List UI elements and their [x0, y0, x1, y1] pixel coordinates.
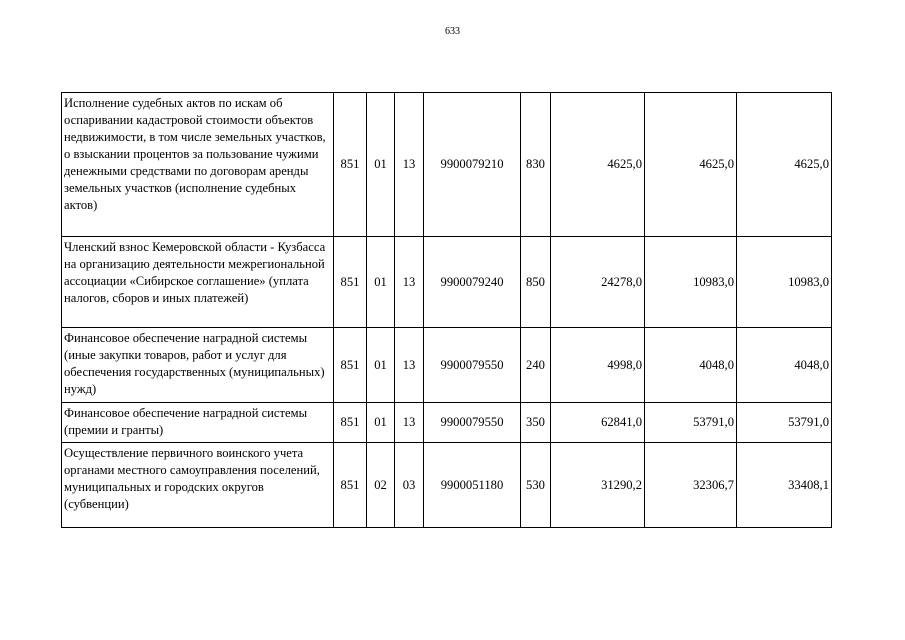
row-code: 851 [334, 328, 367, 403]
row-subsection: 13 [395, 237, 424, 328]
table-row [62, 237, 832, 328]
row-target: 9900079550 [424, 403, 521, 443]
row-year3: 53791,0 [737, 403, 832, 443]
row-section: 01 [367, 328, 395, 403]
row-section: 01 [367, 93, 395, 237]
table-row [62, 443, 832, 528]
row-year1: 4625,0 [551, 93, 645, 237]
row-year2: 53791,0 [645, 403, 737, 443]
row-description: Исполнение судебных актов по искам об оспаривании кадастровой стоимости объектов недвижимости, в том числе земельных участков, о взыскании процентов за пользование чужими денежными средствами по договорам аренды земельных участков (исполнение судебных актов) [62, 93, 334, 237]
row-year2: 32306,7 [645, 443, 737, 528]
row-code: 851 [334, 443, 367, 528]
row-subsection: 13 [395, 403, 424, 443]
row-target: 9900079550 [424, 328, 521, 403]
row-description: Финансовое обеспечение наградной системы (премии и гранты) [62, 403, 334, 443]
row-subsection: 13 [395, 93, 424, 237]
row-expense-type: 240 [521, 328, 551, 403]
row-target: 9900079210 [424, 93, 521, 237]
row-year1: 62841,0 [551, 403, 645, 443]
row-target: 9900051180 [424, 443, 521, 528]
row-section: 01 [367, 237, 395, 328]
row-year2: 4625,0 [645, 93, 737, 237]
table-row [62, 93, 832, 237]
row-expense-type: 830 [521, 93, 551, 237]
row-section: 02 [367, 443, 395, 528]
table-row [62, 328, 832, 403]
row-year1: 31290,2 [551, 443, 645, 528]
row-target: 9900079240 [424, 237, 521, 328]
row-code: 851 [334, 237, 367, 328]
budget-table [61, 92, 832, 528]
row-year2: 4048,0 [645, 328, 737, 403]
row-expense-type: 850 [521, 237, 551, 328]
row-code: 851 [334, 93, 367, 237]
row-subsection: 13 [395, 328, 424, 403]
row-description: Финансовое обеспечение наградной системы (иные закупки товаров, работ и услуг для обеспечения государственных (муниципальных) нужд) [62, 328, 334, 403]
row-year1: 4998,0 [551, 328, 645, 403]
row-expense-type: 530 [521, 443, 551, 528]
row-description: Осуществление первичного воинского учета органами местного самоуправления поселений, муниципальных и городских округов (субвенции) [62, 443, 334, 528]
row-description: Членский взнос Кемеровской области - Кузбасса на организацию деятельности межрегиональной ассоциации «Сибирское соглашение» (уплата налогов, сборов и иных платежей) [62, 237, 334, 328]
row-subsection: 03 [395, 443, 424, 528]
row-year3: 33408,1 [737, 443, 832, 528]
row-year3: 4048,0 [737, 328, 832, 403]
row-year3: 10983,0 [737, 237, 832, 328]
row-year3: 4625,0 [737, 93, 832, 237]
row-expense-type: 350 [521, 403, 551, 443]
row-year1: 24278,0 [551, 237, 645, 328]
row-code: 851 [334, 403, 367, 443]
page-number: 633 [445, 26, 460, 37]
row-section: 01 [367, 403, 395, 443]
row-year2: 10983,0 [645, 237, 737, 328]
table-row [62, 403, 832, 443]
